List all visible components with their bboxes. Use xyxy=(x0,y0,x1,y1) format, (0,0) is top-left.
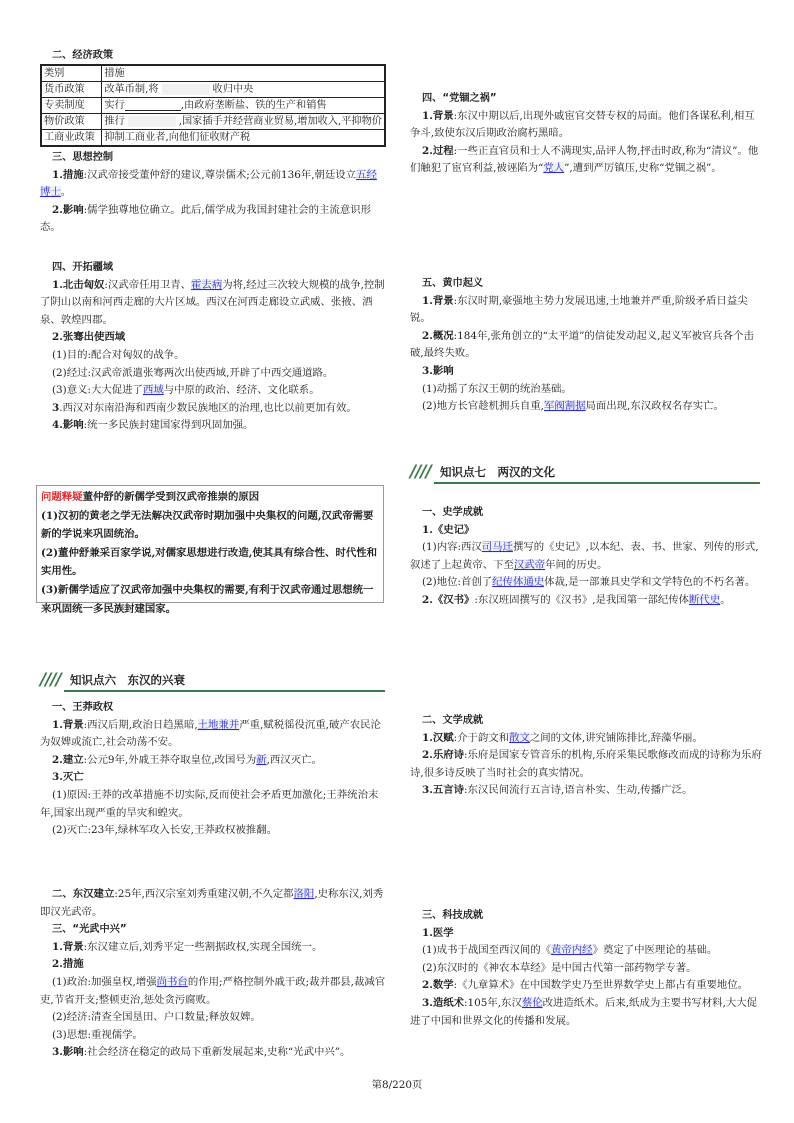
table-cell-measure xyxy=(102,82,385,98)
text: 二、文学成就 xyxy=(422,715,484,726)
text: :《九章算术》在中国数学史乃至世界数学史上都占有重要地位。 xyxy=(453,979,749,992)
text: 》奠定了中医理论的基础。 xyxy=(592,944,718,957)
keyword-link[interactable]: 黄帝内经 xyxy=(551,944,593,957)
text: .西汉对东南沿海和西南少数民族地区的治理,也比以前更加有效。 xyxy=(59,401,357,414)
text: :东汉中期以后,出现外戚宦官交替专权的局面。他们各谋私利,相互争斗,致使东汉后期政治腐朽黑暗。 xyxy=(410,109,755,140)
text: 体裁,是一部兼具史学和文学特色的不朽名著。 xyxy=(544,576,756,589)
text: (3)意义:大大促进了 xyxy=(52,384,143,397)
page-number: 第8/220页 xyxy=(371,1079,423,1091)
text: :汉武帝接受董仲舒的建议,尊崇儒术;公元前136年,朝廷设立 xyxy=(83,168,357,181)
item-label: 4.影响 xyxy=(52,419,84,432)
paragraph xyxy=(41,488,379,507)
keyword-link[interactable]: 尚书台 xyxy=(156,975,188,988)
keyword-link[interactable]: 蔡伦 xyxy=(521,996,543,1009)
table-cell-category: 物价政策 xyxy=(41,114,102,130)
knowledge-point-title: 知识点六 东汉的兴衰 xyxy=(70,673,185,687)
text: 三、科技成就 xyxy=(422,910,484,921)
text: 为将,经过三次较大规模的战争,控制了阴山以南和河西走廊的大片区域。西汉在河西走廊设立武威、张掖、酒泉、敦煌四郡。 xyxy=(40,278,385,326)
paragraph xyxy=(410,747,762,782)
paragraph xyxy=(40,974,386,1009)
section-danggu xyxy=(410,90,762,178)
text: ,史称东汉,刘秀即汉光武帝。 xyxy=(40,888,384,918)
section-heading xyxy=(40,921,386,939)
item-label: 1.北击匈奴 xyxy=(52,278,105,291)
item-label: 2.张骞出使西域 xyxy=(52,331,126,344)
paragraph xyxy=(410,942,762,960)
paragraph xyxy=(40,752,386,770)
table-header: 措施 xyxy=(102,65,385,82)
text: :东汉时期,豪强地主势力发展迅速,土地兼并严重,阶级矛盾日益尖锐。 xyxy=(410,294,748,325)
text: (2)经过:汉武帝派遣张骞两次出使西域,开辟了中西交通道路。 xyxy=(52,366,334,379)
paragraph xyxy=(410,381,762,399)
header-rule xyxy=(64,690,385,692)
text: 年间的历史。 xyxy=(545,558,608,571)
item-label: 2.影响 xyxy=(52,203,84,216)
text: (1)政治:加强皇权,增强 xyxy=(52,975,157,988)
text: 与中原的政治、经济、文化联系。 xyxy=(163,384,320,397)
section-heading-economy: 二、经济政策 xyxy=(52,50,114,61)
paragraph xyxy=(40,956,386,974)
text: :105年,东汉 xyxy=(464,996,522,1009)
keyword-link[interactable]: 五经博士 xyxy=(40,168,377,199)
item-label: 1.背景 xyxy=(52,718,84,731)
text: :西汉后期,政治日趋黑暗, xyxy=(83,718,198,731)
text: 局面出现,东汉政权名存实亡。 xyxy=(585,400,724,413)
text: (2)地方长官趁机拥兵自重, xyxy=(422,400,544,413)
paragraph xyxy=(41,507,379,544)
paragraph xyxy=(410,398,762,416)
paragraph xyxy=(410,574,762,592)
section-huangjin xyxy=(410,275,762,416)
text: (2)经济:清查全国垦田、户口数量;释放奴婢。 xyxy=(52,1011,261,1024)
text: (1)原因:王莽的改革措施不切实际,反而使社会矛盾更加激化;王莽统治末年,国家出现严重的旱灾和蝗灾。 xyxy=(40,788,379,819)
keyword-link[interactable]: 土地兼并 xyxy=(197,718,240,731)
paragraph xyxy=(41,544,379,581)
text: :乐府是国家专管音乐的机构,乐府采集民歌修改而成的诗称为乐府诗,很多诗反映了当时社会的真实情况。 xyxy=(410,749,762,779)
text: (1)目的:配合对匈奴的战争。 xyxy=(52,348,185,361)
masked-blank xyxy=(162,84,210,95)
cell-text: ,由政府垄断盐、铁的生产和销售 xyxy=(180,100,327,111)
paragraph xyxy=(40,822,386,840)
cell-text: 抑制工商业者,向他们征收财产税 xyxy=(104,132,251,143)
paragraph xyxy=(410,539,762,574)
text: 撰写的《史记》,以本纪、表、书、世家、列传的形式,叙述了上起黄帝、下至 xyxy=(410,541,759,571)
paragraph xyxy=(40,787,386,822)
text: :公元9年,外戚王莽夺取皇位,改国号为 xyxy=(83,753,257,766)
table-row xyxy=(41,98,385,114)
section-heading xyxy=(410,275,762,293)
paragraph xyxy=(410,782,762,800)
paragraph xyxy=(410,328,762,363)
item-label: 3 xyxy=(52,401,60,414)
text: (2)东汉时的《神农本草经》是中国古代第一部药物学专著。 xyxy=(422,961,697,974)
item-label: 1.汉赋 xyxy=(422,731,454,744)
text: 四、“党锢之祸” xyxy=(422,93,497,104)
text: 三、思想控制 xyxy=(52,152,114,163)
text: 改进造纸术。后来,纸成为主要书写材料,大大促进了中国和世界文化的传播和发展。 xyxy=(410,996,758,1027)
paragraph xyxy=(410,108,762,143)
section-donghan xyxy=(40,886,386,1062)
keyword-link[interactable]: 霍去病 xyxy=(191,278,223,291)
slash-bars-icon: //// xyxy=(410,462,431,482)
table-cell-category: 货币政策 xyxy=(41,82,102,98)
item-label: 2.乐府诗 xyxy=(422,749,465,762)
paragraph xyxy=(410,293,762,328)
text: 的作用;严格控制外戚干政;裁并郡县,裁减官吏,节省开支;整顿吏治,惩处贪污腐败。 xyxy=(40,975,386,1006)
paragraph xyxy=(40,1044,386,1062)
section-wangmang xyxy=(40,699,386,840)
table-row xyxy=(41,82,385,98)
table-cell-measure xyxy=(102,130,385,147)
paragraph xyxy=(40,1009,386,1027)
text: (2)地位:首创了 xyxy=(422,576,493,589)
table-cell-category: 专卖制度 xyxy=(41,98,102,114)
text: (1)成书于战国至西汉间的《 xyxy=(422,944,552,957)
text: (1)汉初的黄老之学无法解决汉武帝时期加强中央集权的问题,汉武帝需要新的学说来巩固统治。 xyxy=(41,509,374,541)
section-literature xyxy=(410,712,762,800)
paragraph xyxy=(40,1027,386,1045)
text: :统一多民族封建国家得到巩固加强。 xyxy=(83,419,254,432)
text: 之间的文体,讲究铺陈排比,辞藻华丽。 xyxy=(529,731,703,744)
item-label: 2.过程 xyxy=(422,144,454,157)
section-heading xyxy=(410,504,762,522)
item-label: 1.措施 xyxy=(52,168,84,181)
text: :儒学独尊地位确立。此后,儒学成为我国封建社会的主流意识形态。 xyxy=(40,203,371,234)
paragraph xyxy=(410,977,762,995)
section-frontier xyxy=(40,259,386,435)
table-header: 类别 xyxy=(41,65,102,82)
section-heading xyxy=(40,149,386,167)
paragraph xyxy=(40,365,386,383)
text: (2)灭亡:23年,绿林军攻入长安,王莽政权被推翻。 xyxy=(52,824,278,837)
section-heading xyxy=(40,259,386,277)
table-cell-measure xyxy=(102,114,385,130)
paragraph xyxy=(40,167,386,202)
item-label: 1.背景 xyxy=(52,940,84,953)
text: 一、史学成就 xyxy=(422,507,484,518)
paragraph xyxy=(40,886,386,921)
item-label: 2.概况 xyxy=(422,329,454,342)
section-heading xyxy=(410,907,762,925)
keyword-link[interactable]: 军阀割据 xyxy=(543,400,586,413)
economic-policy-table xyxy=(40,64,386,147)
text: (3)思想:重视儒学。 xyxy=(52,1028,143,1041)
paragraph xyxy=(41,581,379,618)
paragraph xyxy=(40,769,386,787)
paragraph xyxy=(410,925,762,943)
tip-label: 问题释疑 xyxy=(41,491,83,503)
keyword-link[interactable]: 新 xyxy=(256,753,267,766)
text: :东汉建立后,刘秀平定一些割据政权,实现全国统一。 xyxy=(83,940,323,953)
table-header-row xyxy=(41,65,385,82)
text: ”,遭到严厉镇压,史称“党锢之祸”。 xyxy=(564,162,722,175)
section-heading xyxy=(40,699,386,717)
paragraph xyxy=(40,717,386,752)
cell-text: 推行 xyxy=(104,116,125,127)
paragraph xyxy=(410,143,762,178)
text: 董仲舒的新儒学受到汉武帝推崇的原因 xyxy=(82,491,260,503)
paragraph xyxy=(40,400,386,418)
text: 。 xyxy=(720,593,731,606)
section-science xyxy=(410,907,762,1030)
paragraph xyxy=(40,347,386,365)
keyword-link[interactable]: 党人 xyxy=(543,162,565,175)
item-label: 3.造纸术 xyxy=(422,996,465,1009)
text: 四、开拓疆域 xyxy=(52,262,114,273)
keyword-link[interactable]: 汉武帝 xyxy=(513,558,546,571)
table-row xyxy=(41,114,385,130)
section-thought-control xyxy=(40,149,386,237)
paragraph xyxy=(410,730,762,748)
text: :汉武帝任用卫青、 xyxy=(104,278,192,291)
keyword-link[interactable]: 洛阳 xyxy=(293,888,315,900)
text: :一些正直官员和士人不满现实,品评人物,抨击时政,称为“清议”。他们触犯了宦官利益,被诬陷为“ xyxy=(410,144,759,175)
text: (1)动摇了东汉王朝的统治基础。 xyxy=(422,382,572,395)
header-rule xyxy=(434,482,760,484)
text: 三、“光武中兴” xyxy=(52,924,127,936)
knowledge-point-title: 知识点七 两汉的文化 xyxy=(440,465,555,479)
item-label: 1.背景 xyxy=(422,294,454,307)
text: (3)新儒学适应了汉武帝加强中央集权的需要,有利于汉武帝通过思想统一来巩固统一多民族封建国家。 xyxy=(41,583,374,615)
text: :184年,张角创立的“太平道”的信徒发动起义,起义军被官兵各个击破,最终失败。 xyxy=(410,329,754,360)
item-label: 3.影响 xyxy=(422,364,454,377)
table-cell-category: 工商业政策 xyxy=(41,130,102,147)
section-heading xyxy=(410,712,762,730)
keyword-link[interactable]: 西域 xyxy=(142,384,164,397)
section-heading xyxy=(410,90,762,108)
text: :东汉班固撰写的《汉书》,是我国第一部纪传体 xyxy=(474,593,690,606)
paragraph xyxy=(410,363,762,381)
table-cell-measure xyxy=(102,98,385,114)
knowledge-point-6-header xyxy=(40,670,385,690)
knowledge-point-7-header xyxy=(410,462,760,482)
paragraph xyxy=(40,202,386,237)
slash-bars-icon: //// xyxy=(40,670,61,690)
paragraph xyxy=(410,522,762,540)
paragraph xyxy=(40,329,386,347)
keyword-link[interactable]: 司马迁 xyxy=(481,541,513,554)
item-label: 2.《汉书》 xyxy=(422,593,475,606)
text: 一、王莽政权 xyxy=(52,702,114,713)
keyword-link[interactable]: 断代史 xyxy=(689,593,721,606)
item-label: 2.措施 xyxy=(52,958,84,971)
table-row xyxy=(41,130,385,147)
item-label: 二、东汉建立 xyxy=(52,888,115,900)
text: :25年,西汉宗室刘秀重建汉朝,不久定都 xyxy=(114,888,294,900)
item-label: 3.五言诗 xyxy=(422,784,465,797)
cell-text: 改革币制,将 xyxy=(104,84,159,95)
text: :介于韵文和 xyxy=(453,731,510,744)
fill-blank xyxy=(125,99,181,111)
text: (2)董仲舒兼采百家学说,对儒家思想进行改造,使其具有综合性、时代性和实用性。 xyxy=(41,546,378,578)
text: 。 xyxy=(60,186,72,199)
cell-text: ,国家插手并经营商业贸易,增加收入,平抑物价 xyxy=(178,116,382,127)
section-history xyxy=(410,504,762,610)
keyword-link[interactable]: 散文 xyxy=(509,731,530,744)
paragraph xyxy=(40,417,386,435)
paragraph xyxy=(40,277,386,330)
paragraph xyxy=(410,995,762,1030)
item-label: 3.灭亡 xyxy=(52,771,84,784)
item-label: 1.背景 xyxy=(422,109,454,122)
paragraph xyxy=(40,382,386,400)
text: (1)内容:西汉 xyxy=(422,541,482,554)
paragraph xyxy=(40,939,386,957)
item-label: 2.建立 xyxy=(52,753,84,766)
text: 五、黄巾起义 xyxy=(422,278,484,289)
masked-blank xyxy=(128,116,176,127)
cell-text: 实行 xyxy=(104,100,125,111)
cell-text: 收归中央 xyxy=(212,84,254,95)
paragraph xyxy=(410,592,762,610)
keyword-link[interactable]: 纪传体通史 xyxy=(492,576,545,589)
paragraph xyxy=(410,960,762,978)
text: :社会经济在稳定的政局下重新发展起来,史称“光武中兴”。 xyxy=(83,1046,351,1059)
item-label: 1.《史记》 xyxy=(422,523,475,536)
text: :东汉民间流行五言诗,语言朴实、生动,传播广泛。 xyxy=(464,784,693,797)
qa-box xyxy=(36,485,384,615)
text: ,西汉灭亡。 xyxy=(266,753,322,766)
text: 严重,赋税徭役沉重,破产农民沦为奴婢或流亡,社会动荡不安。 xyxy=(40,718,381,749)
item-label: 1.医学 xyxy=(422,926,454,939)
item-label: 2.数学 xyxy=(422,979,454,992)
item-label: 3.影响 xyxy=(52,1046,84,1059)
